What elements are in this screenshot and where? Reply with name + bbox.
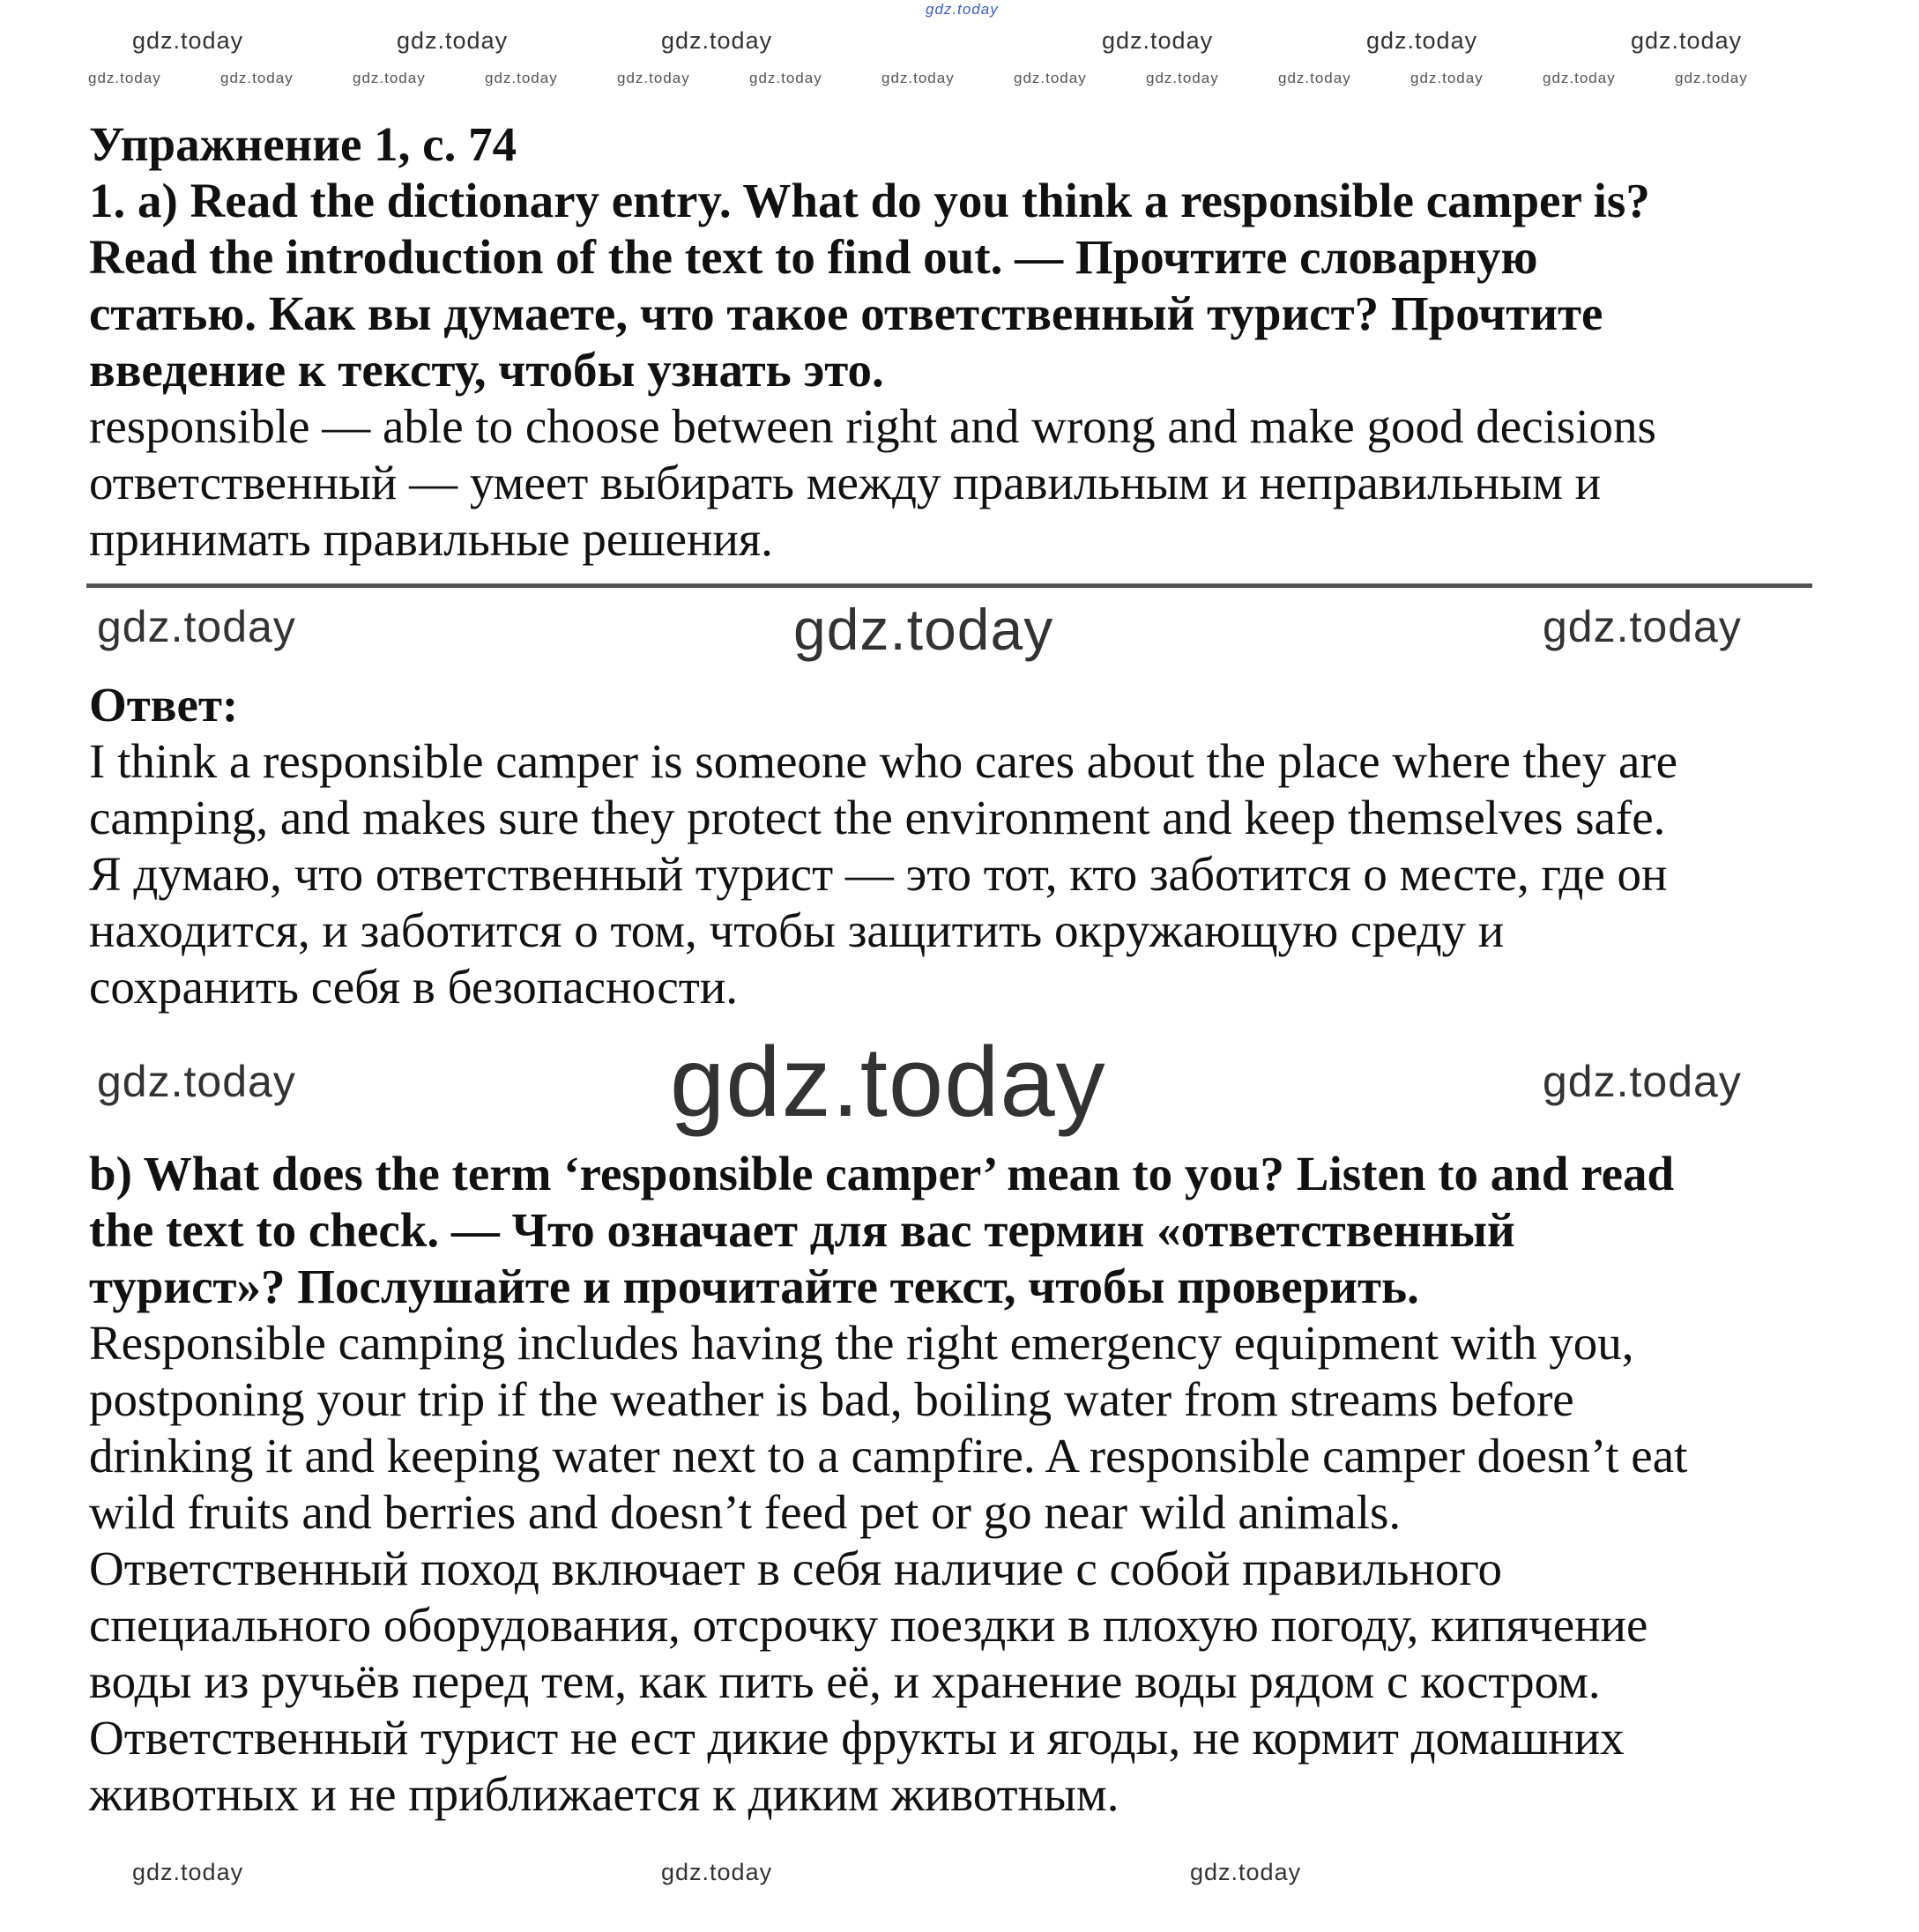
watermark: gdz.today [1146,70,1219,86]
watermark: gdz.today [132,1859,244,1885]
task-line: b) What does the term ‘responsible camper’ mean to you? Listen to and read [89,1147,1675,1200]
watermark: gdz.today [485,70,558,86]
watermark: gdz.today [132,27,244,54]
text-line: животных и не приближается к диким животным. [89,1767,1119,1821]
watermark: gdz.today [1278,70,1351,86]
answer-label: Ответ: [89,678,239,732]
task-line: the text to check. — Что означает для вас термин «ответственный [89,1203,1515,1257]
watermark: gdz.today [220,70,294,86]
text-line: Responsible camping includes having the right emergency equipment with you, [89,1316,1634,1370]
dictionary-entry-line: responsible — able to choose between right and wrong and make good decisions [89,399,1656,453]
watermark: gdz.today [793,597,1054,662]
watermark: gdz.today [881,70,955,86]
answer-line: сохранить себя в безопасности. [89,960,739,1014]
watermark: gdz.today [97,1057,296,1106]
part-b [89,1146,1687,1823]
text-line: Ответственный поход включает в себя наличие с собой правильного [89,1542,1503,1595]
watermark: gdz.today [1410,70,1484,86]
exercise-title: Упражнение 1, с. 74 [89,117,517,171]
answer-line: camping, and makes sure they protect the environment and keep themselves safe. [89,791,1666,844]
watermark: gdz.today [1675,70,1748,86]
watermark: gdz.today [926,1,999,18]
text-line: drinking it and keeping water next to a campfire. A responsible camper doesn’t eat [89,1429,1688,1482]
task-line: Read the introduction of the text to find out. — Прочтите словарную [89,230,1538,284]
watermark: gdz.today [670,1027,1106,1137]
part-a [89,116,1656,568]
text-line: воды из ручьёв перед тем, как пить её, и хранение воды рядом с костром. [89,1654,1601,1708]
task-line: введение к тексту, чтобы узнать это. [89,343,884,397]
watermark: gdz.today [1631,27,1743,54]
text-line: Ответственный турист не ест дикие фрукты и ягоды, не кормит домашних [89,1711,1625,1765]
text-line: postponing your trip if the weather is bad, boiling water from streams before [89,1372,1574,1426]
watermark: gdz.today [397,27,509,54]
watermark: gdz.today [1102,27,1214,54]
answer-line: находится, и заботится о том, чтобы защитить окружающую среду и [89,903,1505,957]
task-line: турист»? Послушайте и прочитайте текст, чтобы проверить. [89,1260,1419,1313]
watermark: gdz.today [1543,70,1616,86]
answer-section [89,677,1677,1015]
watermark: gdz.today [749,70,822,86]
watermark: gdz.today [1190,1859,1302,1885]
text-line: wild fruits and berries and doesn’t feed pet or go near wild animals. [89,1485,1402,1539]
watermark: gdz.today [617,70,690,86]
text-line: специального оборудования, отсрочку поездки в плохую погоду, кипячение [89,1598,1648,1652]
task-line: 1. a) Read the dictionary entry. What do you think a responsible camper is? [89,174,1650,227]
dictionary-entry-line: принимать правильные решения. [89,512,773,566]
dictionary-entry-line: ответственный — умеет выбирать между правильным и неправильным и [89,456,1602,509]
watermark: gdz.today [1014,70,1087,86]
answer-line: I think a responsible camper is someone who cares about the place where they are [89,734,1678,788]
watermark: gdz.today [88,70,161,86]
watermark: gdz.today [1366,27,1478,54]
watermark: gdz.today [1543,1057,1742,1106]
divider [86,583,1812,588]
watermark: gdz.today [97,602,296,651]
watermark: gdz.today [661,27,773,54]
watermark: gdz.today [1543,602,1742,651]
watermark: gdz.today [661,1859,773,1885]
task-line: статью. Как вы думаете, что такое ответственный турист? Прочтите [89,286,1603,340]
watermark: gdz.today [353,70,426,86]
answer-line: Я думаю, что ответственный турист — это тот, кто заботится о месте, где он [89,847,1668,901]
